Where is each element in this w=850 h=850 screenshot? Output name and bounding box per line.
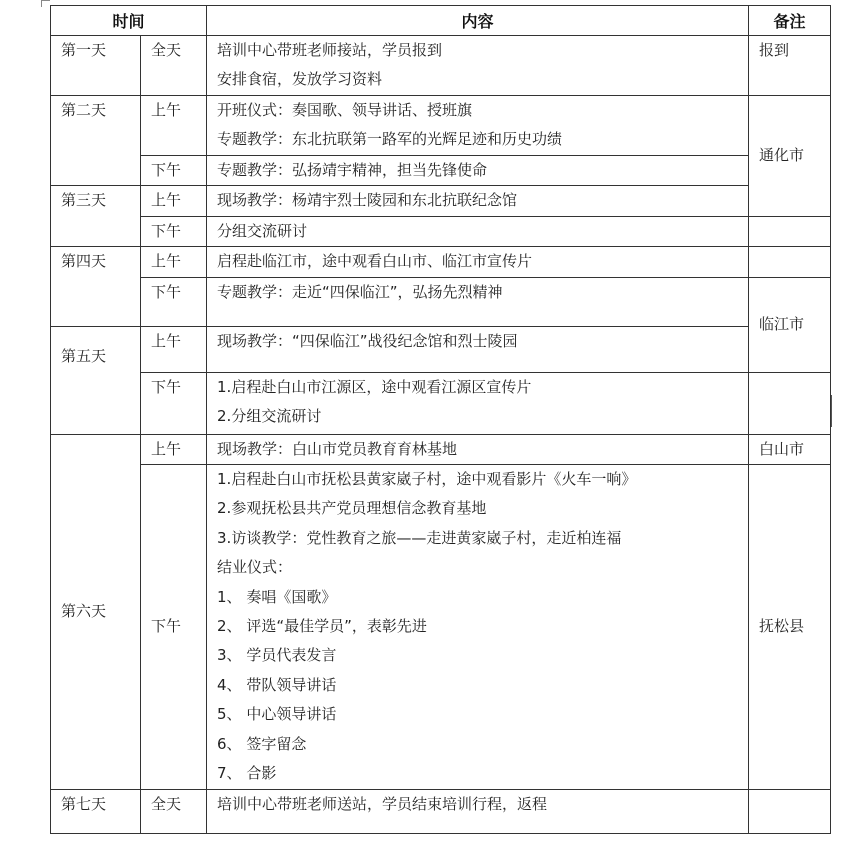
- table-row: [51, 216, 831, 246]
- header-content: 内容: [207, 6, 749, 36]
- content-line: 启程赴临江市，途中观看白山市、临江市宣传片: [217, 252, 533, 271]
- content-cell: [207, 277, 749, 326]
- content-line: 现场教学：白山市党员教育育林基地: [217, 439, 458, 458]
- content-line: 培训中心带班老师送站，学员结束培训行程，返程: [217, 794, 548, 813]
- table-row: [51, 465, 831, 789]
- schedule-table: [50, 5, 831, 834]
- content-line: 专题教学：东北抗联第一路军的光辉足迹和历史功绩: [217, 130, 563, 149]
- content-line: 培训中心带班老师接站，学员报到: [217, 41, 443, 59]
- day-label: 第六天: [51, 434, 141, 789]
- content-line: 3、 学员代表发言: [217, 646, 337, 665]
- content-line: 2.分组交流研讨: [217, 407, 322, 426]
- content-cell: [207, 247, 749, 277]
- content-line: 1.启程赴白山市抚松县黄家崴子村，途中观看影片《火车一响》: [217, 470, 637, 489]
- note-cell: 抚松县: [749, 465, 831, 789]
- table-row: [51, 186, 831, 216]
- content-line: 4、 带队领导讲话: [217, 675, 337, 694]
- content-line: 现场教学：杨靖宇烈士陵园和东北抗联纪念馆: [217, 191, 518, 210]
- day-label: 第五天: [51, 326, 141, 434]
- content-line: 2.参观抚松县共产党员理想信念教育基地: [217, 499, 487, 518]
- content-line: 开班仪式：奏国歌、领导讲话、授班旗: [217, 101, 473, 119]
- note-cell-empty: [749, 247, 831, 277]
- content-line: 6、 签字留念: [217, 734, 307, 753]
- content-cell: [207, 186, 749, 216]
- content-cell: [207, 216, 749, 246]
- content-line: 现场教学：“四保临江”战役纪念馆和烈士陵园: [217, 331, 518, 350]
- period-label: 下午: [141, 156, 207, 186]
- header-note: 备注: [749, 6, 831, 36]
- table-row: [51, 96, 831, 156]
- note-cell: 白山市: [749, 434, 831, 464]
- period-label: 全天: [141, 789, 207, 833]
- content-line: 专题教学：走近“四保临江”，弘扬先烈精神: [217, 282, 503, 301]
- table-row: [51, 789, 831, 833]
- content-line: 专题教学：弘扬靖宇精神，担当先锋使命: [217, 161, 488, 179]
- schedule-table-wrapper: [50, 5, 830, 828]
- content-line: 结业仪式：: [217, 558, 293, 577]
- note-cell-empty: [749, 789, 831, 833]
- content-cell: [207, 465, 749, 789]
- table-resize-mark: [831, 395, 834, 427]
- period-label: 下午: [141, 372, 207, 434]
- period-label: 下午: [141, 216, 207, 246]
- day-label: 第三天: [51, 186, 141, 247]
- content-cell: [207, 326, 749, 372]
- period-label: 下午: [141, 465, 207, 789]
- content-line: 安排食宿，发放学习资料: [217, 70, 383, 89]
- table-row: [51, 326, 831, 372]
- content-cell: [207, 789, 749, 833]
- day-label: 第二天: [51, 96, 141, 186]
- table-anchor-mark: [41, 0, 50, 7]
- table-row: [51, 36, 831, 96]
- note-cell: 临江市: [749, 277, 831, 372]
- content-cell: [207, 372, 749, 434]
- table-row: [51, 277, 831, 326]
- table-row: [51, 156, 831, 186]
- header-row: [51, 6, 831, 36]
- day-label: 第四天: [51, 247, 141, 326]
- table-row: [51, 372, 831, 434]
- note-cell-empty: [749, 216, 831, 246]
- period-label: 上午: [141, 434, 207, 464]
- period-label: 全天: [141, 36, 207, 96]
- content-line: 5、 中心领导讲话: [217, 705, 337, 724]
- note-cell-empty: [749, 372, 831, 434]
- period-label: 上午: [141, 247, 207, 277]
- period-label: 上午: [141, 326, 207, 372]
- content-line: 1.启程赴白山市江源区，途中观看江源区宣传片: [217, 377, 532, 396]
- header-time: 时间: [51, 6, 207, 36]
- note-cell: 通化市: [749, 96, 831, 217]
- content-line: 3.访谈教学：党性教育之旅——走进黄家崴子村，走近柏连福: [217, 528, 622, 547]
- content-line: 2、 评选“最佳学员”，表彰先进: [217, 617, 427, 636]
- content-cell: [207, 96, 749, 156]
- content-cell: [207, 156, 749, 186]
- content-cell: [207, 36, 749, 96]
- table-row: [51, 434, 831, 464]
- period-label: 下午: [141, 277, 207, 326]
- day-label: 第一天: [51, 36, 141, 96]
- period-label: 上午: [141, 96, 207, 156]
- content-line: 1、 奏唱《国歌》: [217, 587, 337, 606]
- content-line: 7、 合影: [217, 764, 277, 783]
- table-row: [51, 247, 831, 277]
- content-cell: [207, 434, 749, 464]
- note-cell: 报到: [749, 36, 831, 96]
- period-label: 上午: [141, 186, 207, 216]
- day-label: 第七天: [51, 789, 141, 833]
- content-line: 分组交流研讨: [217, 221, 308, 240]
